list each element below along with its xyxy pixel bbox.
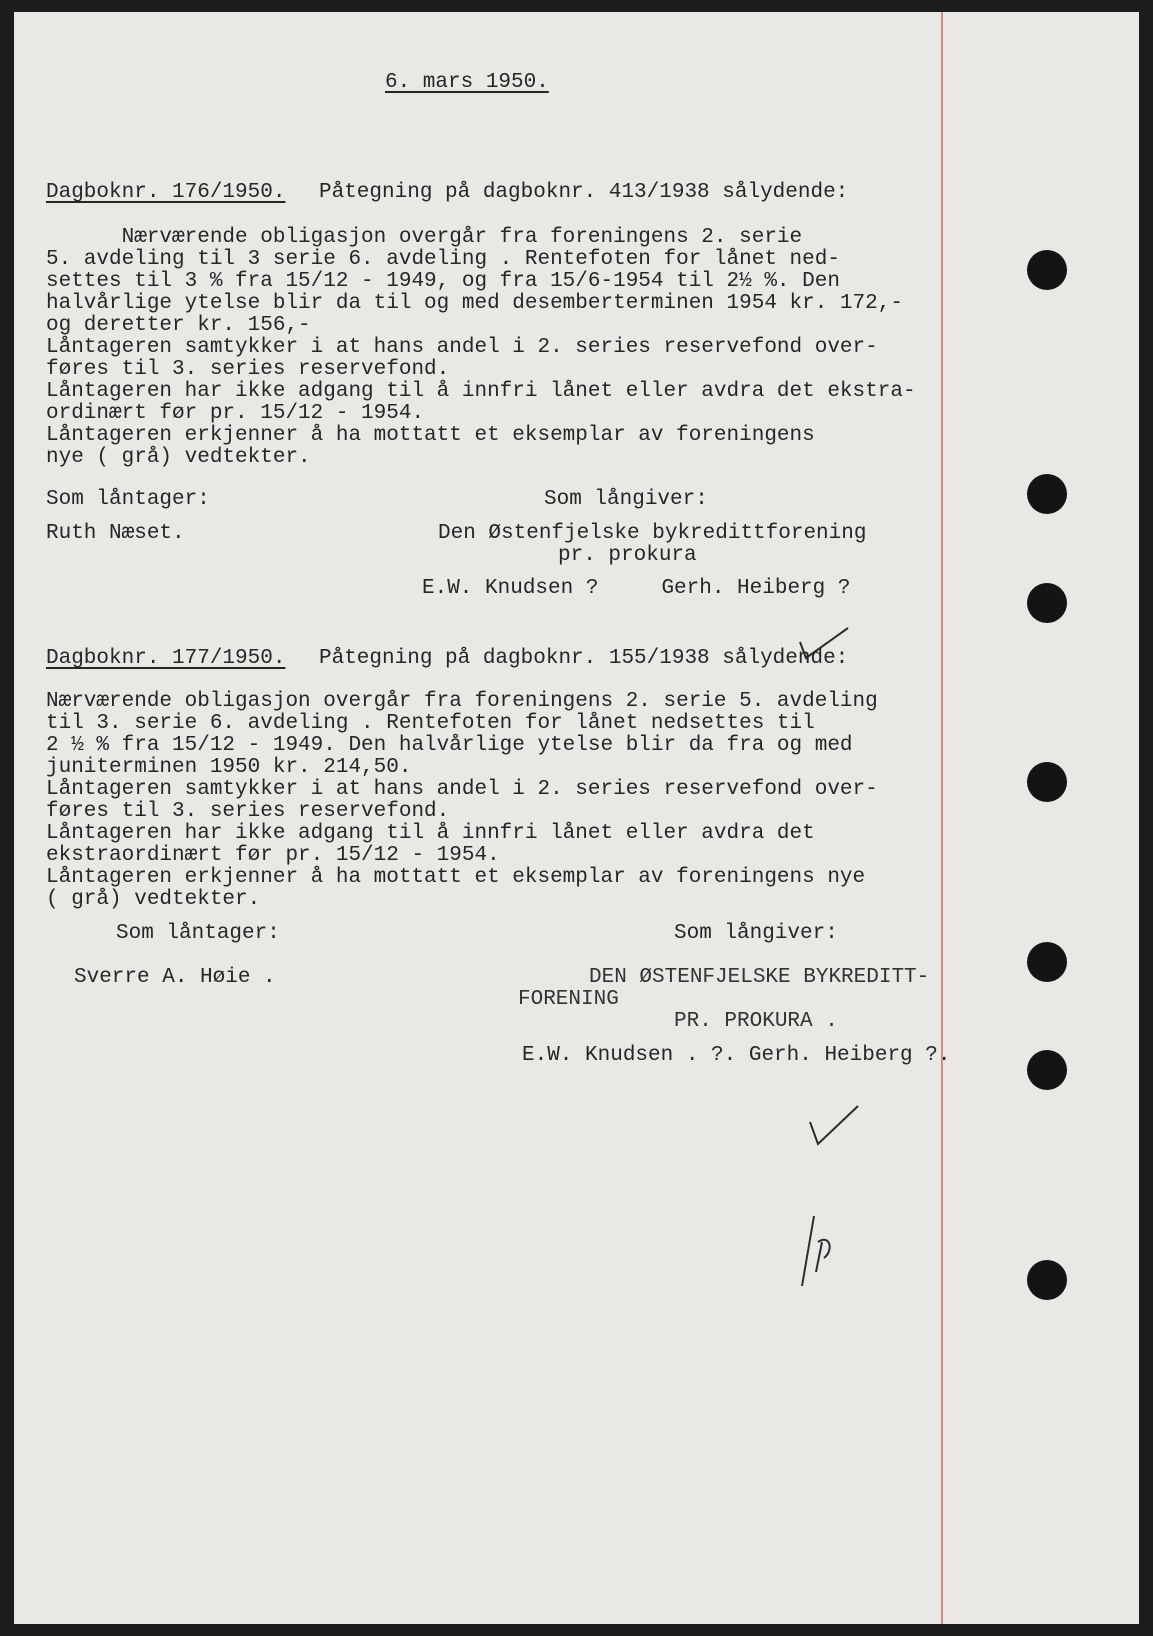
entry-2-line: Nærværende obligasjon overgår fra foreningens 2. serie 5. avdeling — [46, 690, 878, 713]
entry-2-title: Påtegning på dagboknr. 155/1938 sålydende: — [319, 647, 849, 670]
punch-hole — [1027, 583, 1067, 623]
punch-hole — [1027, 1050, 1067, 1090]
entry-2-line: Låntageren har ikke adgang til å innfri lånet eller avdra det — [46, 822, 815, 845]
margin-rule — [941, 12, 943, 1624]
entry-2-borrower-name: Sverre A. Høie . — [74, 966, 276, 989]
entry-2-lender-line: PR. PROKURA . — [674, 1010, 838, 1033]
entry-1-line: ordinært før pr. 15/12 - 1954. — [46, 402, 425, 425]
entry-1-line: føres til 3. series reservefond. — [46, 358, 450, 381]
entry-2-borrower-label: Som låntager: — [116, 922, 280, 945]
entry-1-lender-line: pr. prokura — [558, 544, 697, 567]
entry-1-borrower-name: Ruth Næset. — [46, 522, 185, 545]
entry-1-line: settes til 3 % fra 15/12 - 1949, og fra 15/6-1954 til 2½ %. Den — [46, 270, 840, 293]
punch-hole — [1027, 942, 1067, 982]
punch-hole — [1027, 250, 1067, 290]
initials-mark — [794, 1212, 844, 1292]
entry-2-line: føres til 3. series reservefond. — [46, 800, 450, 823]
entry-1-line: halvårlige ytelse blir da til og med desemberterminen 1954 kr. 172,- — [46, 292, 903, 315]
entry-2-lender-label: Som långiver: — [674, 922, 838, 945]
entry-2-line: til 3. serie 6. avdeling . Rentefoten for lånet nedsettes til — [46, 712, 815, 735]
entry-1-line: nye ( grå) vedtekter. — [46, 446, 311, 469]
entry-1-lender-line: Den Østenfjelske bykredittforening — [438, 522, 867, 545]
entry-1-line: Låntageren erkjenner å ha mottatt et eksemplar av foreningens — [46, 424, 815, 447]
page-date: 6. mars 1950. — [385, 71, 549, 94]
entry-1-lender-label: Som långiver: — [544, 488, 708, 511]
entry-1-line: 5. avdeling til 3 serie 6. avdeling . Rentefoten for lånet ned- — [46, 248, 840, 271]
entry-1-ref: Dagboknr. 176/1950. — [46, 181, 286, 204]
punch-hole — [1027, 1260, 1067, 1300]
entry-1-borrower-label: Som låntager: — [46, 488, 210, 511]
entry-2-lender-line: FORENING — [518, 988, 619, 1011]
entry-2-line: Låntageren erkjenner å ha mottatt et eksemplar av foreningens nye — [46, 866, 866, 889]
entry-1-line: Låntageren har ikke adgang til å innfri lånet eller avdra det ekstra- — [46, 380, 916, 403]
entry-1-signatories: E.W. Knudsen ? Gerh. Heiberg ? — [422, 577, 851, 600]
entry-2-ref: Dagboknr. 177/1950. — [46, 647, 286, 670]
entry-2-line: ekstraordinært før pr. 15/12 - 1954. — [46, 844, 500, 867]
entry-1-line: Nærværende obligasjon overgår fra foreningens 2. serie — [46, 226, 803, 249]
entry-2-line: 2 ½ % fra 15/12 - 1949. Den halvårlige ytelse blir da fra og med — [46, 734, 853, 757]
punch-hole — [1027, 474, 1067, 514]
entry-2-signatories: E.W. Knudsen . ?. Gerh. Heiberg ?. — [522, 1044, 951, 1067]
entry-1-title: Påtegning på dagboknr. 413/1938 sålydende: — [319, 181, 849, 204]
entry-2-line: ( grå) vedtekter. — [46, 888, 261, 911]
punch-hole — [1027, 762, 1067, 802]
document-page — [14, 12, 1139, 1624]
entry-2-lender-line: DEN ØSTENFJELSKE BYKREDITT- — [589, 966, 930, 989]
entry-2-line: Låntageren samtykker i at hans andel i 2. series reservefond over- — [46, 778, 878, 801]
entry-1-line: Låntageren samtykker i at hans andel i 2. series reservefond over- — [46, 336, 878, 359]
entry-1-line: og deretter kr. 156,- — [46, 314, 311, 337]
checkmark-icon — [804, 1102, 864, 1150]
entry-2-line: juniterminen 1950 kr. 214,50. — [46, 756, 412, 779]
